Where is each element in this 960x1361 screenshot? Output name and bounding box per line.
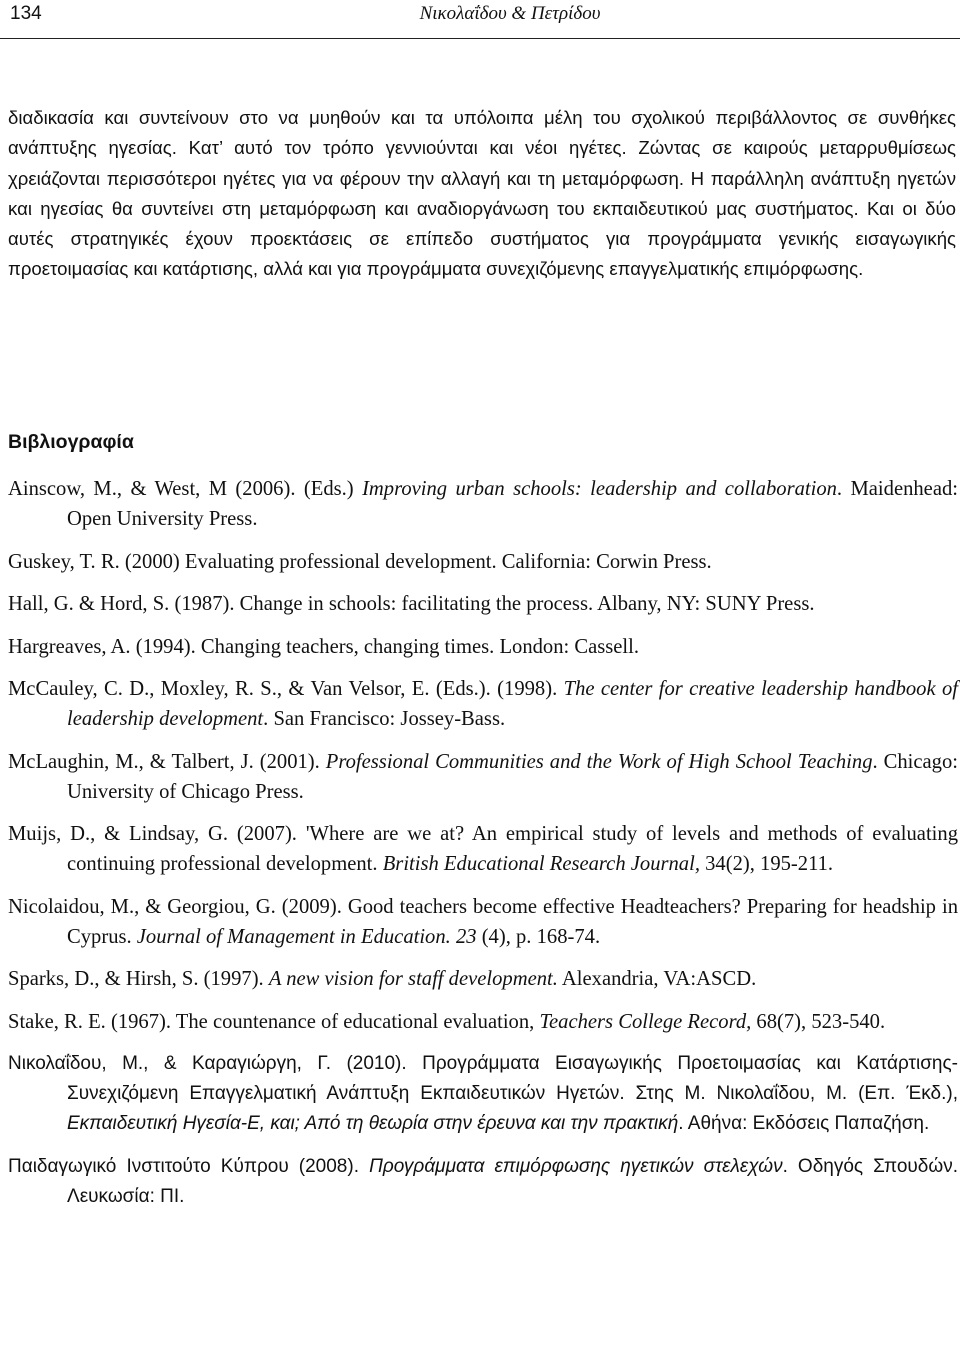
reference-item: Ainscow, M., & West, M (2006). (Eds.) Improving urban schools: leadership and collaboration. Maidenhead: Open University Press.	[8, 478, 958, 530]
reference-item: McLaughin, M., & Talbert, J. (2001). Professional Communities and the Work of High School Teaching. Chicago: University of Chicago Press.	[8, 750, 958, 803]
reference-item: Παιδαγωγικό Ινστιτούτο Κύπρου (2008). Προγράμματα επιμόρφωσης ηγετικών στελεχών. Οδηγός Σπουδών. Λευκωσία: ΠΙ.	[8, 1155, 958, 1207]
reference-item: Muijs, D., & Lindsay, G. (2007). 'Where are we at? An empirical study of levels and methods of evaluating continuing professional development. British Educational Research Journal, 34(2), 195-211.	[8, 823, 958, 875]
reference-item: Hall, G. & Hord, S. (1987). Change in schools: facilitating the process. Albany, NY: SUNY Press.	[8, 593, 815, 615]
reference-item: Nicolaidou, M., & Georgiou, G. (2009). Good teachers become effective Headteachers? Preparing for headship in Cyprus. Journal of Management in Education. 23 (4), p. 168-74.	[8, 895, 958, 948]
page-number: 134	[10, 3, 42, 24]
running-head-authors: Νικολαΐδου & Πετρίδου	[419, 3, 601, 24]
reference-item: Stake, R. E. (1967). The countenance of educational evaluation, Teachers College Record, 68(7), 523-540.	[8, 1010, 886, 1033]
reference-item: Guskey, T. R. (2000) Evaluating professional development. California: Corwin Press.	[8, 550, 712, 573]
reference-item: Νικολαΐδου, Μ., & Καραγιώργη, Γ. (2010). Προγράμματα Εισαγωγικής Προετοιμασίας και Κατάρτισης-Συνεχιζόμενη Επαγγελματική Ανάπτυξη Εκπαιδευτικών Ηγετών. Στης Μ. Νικολαΐδου, Μ. (Επ. Έκδ.), Εκπαιδευτική Ηγεσία-Ε, και; Από τη θεωρία στην έρευνα και την πρακτική. Αθήνα: Εκδόσεις Παπαζήση.	[8, 1053, 958, 1134]
reference-list	[8, 474, 958, 1224]
running-header	[0, 0, 960, 39]
reference-item: McCauley, C. D., Moxley, R. S., & Van Velsor, E. (Eds.). (1998). The center for creative leadership handbook of leadership development. San Francisco: Jossey-Bass.	[8, 678, 958, 730]
reference-item: Hargreaves, A. (1994). Changing teachers, changing times. London: Cassell.	[8, 635, 640, 658]
bibliography-heading: Βιβλιογραφία	[8, 431, 134, 453]
reference-item: Sparks, D., & Hirsh, S. (1997). A new vision for staff development. Alexandria, VA:ASCD.	[8, 968, 757, 990]
body-paragraph: διαδικασία και συντείνουν στο να μυηθούν και τα υπόλοιπα μέλη του σχολικού περιβάλλοντος σε συνθήκες ανάπτυξης ηγεσίας. Κατ’ αυτό τον τρόπο γεννιούνται και νέοι ηγέτες. Ζώντας σε καιρούς μεταρρυθμίσεως χρειάζονται περισσότεροι ηγέτες για να φέρουν την αλλαγή και τη μεταμόρφωση. Η παράλληλη ανάπτυξη ηγετών και ηγεσίας θα συντείνει στη μεταμόρφωση και αναδιοργάνωση του εκπαιδευτικού μας συστήματος. Και οι δύο αυτές στρατηγικές έχουν προεκτάσεις σε επίπεδο συστήματος για προγράμματα γενικής εισαγωγικής προετοιμασίας και κατάρτισης, αλλά και για προγράμματα συνεχιζόμενης επαγγελματικής επιμόρφωσης.	[8, 107, 956, 280]
